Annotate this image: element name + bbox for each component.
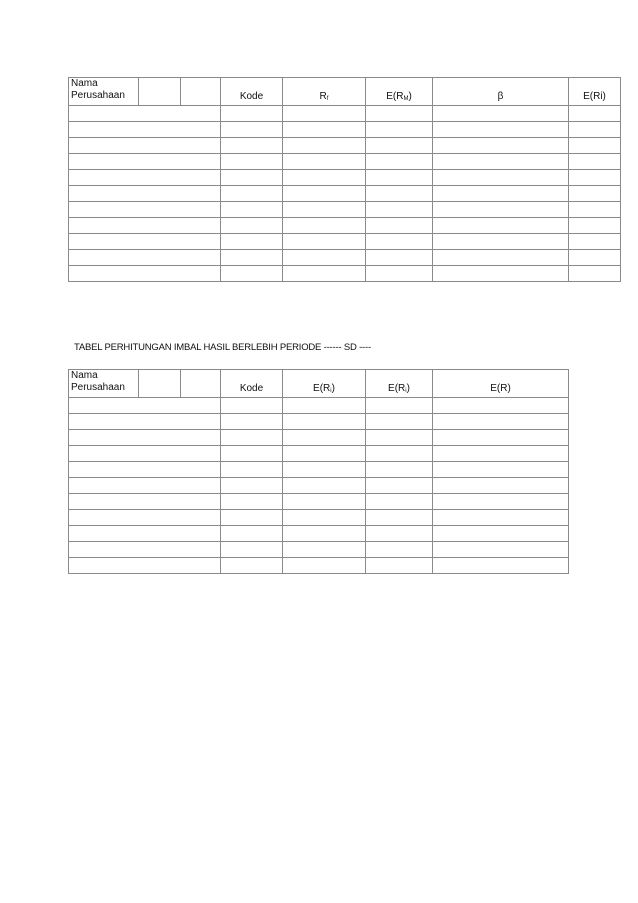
table-cell: [366, 202, 433, 218]
table-row: [69, 266, 621, 282]
table-cell: [69, 154, 221, 170]
table-row: [69, 462, 569, 478]
table-cell: [433, 542, 569, 558]
table-cell: [433, 186, 569, 202]
table-cell: [69, 542, 221, 558]
table-cell: [221, 202, 283, 218]
table-cell: [433, 462, 569, 478]
table-cell: [569, 218, 621, 234]
table-cell: [433, 250, 569, 266]
table-cell: [433, 106, 569, 122]
table-cell: [69, 202, 221, 218]
table-row: [69, 170, 621, 186]
capm-table: [68, 77, 621, 282]
header-blank-cell: [181, 370, 221, 398]
header-blank-cell: [139, 78, 181, 106]
table-row: [69, 234, 621, 250]
table-cell: [283, 542, 366, 558]
table-cell: [221, 414, 283, 430]
table-cell: [366, 542, 433, 558]
header-expected-return-1: $E(R_i)$: [283, 370, 366, 398]
table-cell: [433, 218, 569, 234]
table-cell: [283, 446, 366, 462]
header-blank-cell: [139, 370, 181, 398]
table-cell: [366, 446, 433, 462]
table-cell: [283, 398, 366, 414]
table-cell: [366, 526, 433, 542]
table-cell: [69, 186, 221, 202]
table-cell: [433, 170, 569, 186]
table-cell: [221, 494, 283, 510]
table-cell: [569, 250, 621, 266]
table-cell: [283, 494, 366, 510]
table-cell: [69, 526, 221, 542]
table-cell: [366, 138, 433, 154]
table-cell: [221, 526, 283, 542]
table-cell: [433, 430, 569, 446]
table-cell: [69, 462, 221, 478]
table-cell: [69, 266, 221, 282]
table-header-row: [69, 370, 569, 398]
table-cell: [69, 478, 221, 494]
table-cell: [69, 510, 221, 526]
header-expected-market-return: $E(R_M)$: [366, 78, 433, 106]
table-cell: [366, 430, 433, 446]
table-cell: [569, 234, 621, 250]
table-cell: [569, 106, 621, 122]
table-cell: [221, 542, 283, 558]
table-cell: [366, 186, 433, 202]
table-cell: [366, 478, 433, 494]
table-cell: [433, 234, 569, 250]
table-cell: [433, 122, 569, 138]
table-cell: [569, 138, 621, 154]
table-cell: [366, 462, 433, 478]
table-row: [69, 138, 621, 154]
header-code: Kode: [221, 78, 283, 106]
table-row: [69, 202, 621, 218]
table-cell: [433, 558, 569, 574]
table-cell: [366, 398, 433, 414]
table-cell: [69, 218, 221, 234]
table-cell: [283, 558, 366, 574]
table-cell: [283, 186, 366, 202]
table-cell: [221, 446, 283, 462]
table-cell: [569, 154, 621, 170]
table-cell: [221, 430, 283, 446]
table-cell: [366, 234, 433, 250]
table-cell: [69, 234, 221, 250]
table-cell: [433, 154, 569, 170]
table-cell: [433, 510, 569, 526]
table-cell: [283, 154, 366, 170]
table-cell: [69, 170, 221, 186]
table-cell: [569, 122, 621, 138]
table-cell: [433, 202, 569, 218]
table-cell: [433, 446, 569, 462]
header-company-name: Nama Perusahaan: [69, 78, 139, 106]
table-cell: [69, 414, 221, 430]
table-cell: [283, 430, 366, 446]
table-cell: [366, 106, 433, 122]
table-cell: [221, 138, 283, 154]
table-cell: [283, 202, 366, 218]
table-cell: [221, 462, 283, 478]
table-cell: [221, 186, 283, 202]
header-company-name: Nama Perusahaan: [69, 370, 139, 398]
table-cell: [221, 250, 283, 266]
table-body: [69, 398, 569, 574]
table-cell: [283, 218, 366, 234]
header-beta: β: [433, 78, 569, 106]
excess-return-table: [68, 369, 569, 574]
table-row: [69, 398, 569, 414]
table-cell: [366, 154, 433, 170]
table-cell: [69, 446, 221, 462]
table-cell: [366, 494, 433, 510]
table-cell: [221, 266, 283, 282]
table-row: [69, 494, 569, 510]
table-cell: [366, 558, 433, 574]
table-cell: [433, 414, 569, 430]
table-caption: TABEL PERHITUNGAN IMBAL HASIL BERLEBIH PERIODE ------ SD ----: [74, 342, 371, 353]
table-row: [69, 510, 569, 526]
table-cell: [366, 250, 433, 266]
table-cell: [283, 478, 366, 494]
table-row: [69, 414, 569, 430]
table-cell: [221, 510, 283, 526]
table-cell: [283, 414, 366, 430]
table-cell: [221, 106, 283, 122]
table-cell: [69, 122, 221, 138]
table-row: [69, 154, 621, 170]
table-header-row: [69, 78, 621, 106]
table-cell: [221, 218, 283, 234]
table-cell: [366, 414, 433, 430]
table-cell: [69, 250, 221, 266]
table-cell: [569, 202, 621, 218]
table-cell: [433, 478, 569, 494]
table-cell: [69, 398, 221, 414]
table-cell: [283, 266, 366, 282]
table-cell: [69, 494, 221, 510]
table-cell: [283, 250, 366, 266]
table-cell: [69, 138, 221, 154]
table-cell: [366, 510, 433, 526]
table-row: [69, 218, 621, 234]
table-row: [69, 526, 569, 542]
header-code: Kode: [221, 370, 283, 398]
table-cell: [221, 234, 283, 250]
table-cell: [69, 106, 221, 122]
table-row: [69, 558, 569, 574]
table-cell: [221, 478, 283, 494]
table-cell: [221, 122, 283, 138]
table-row: [69, 446, 569, 462]
table-cell: [366, 122, 433, 138]
table-row: [69, 478, 569, 494]
table-row: [69, 122, 621, 138]
table-cell: [569, 186, 621, 202]
table-cell: [221, 170, 283, 186]
table-cell: [433, 494, 569, 510]
table-cell: [366, 170, 433, 186]
header-risk-free-rate: $R_f$: [283, 78, 366, 106]
table-cell: [221, 154, 283, 170]
table-cell: [433, 526, 569, 542]
table-body: [69, 106, 621, 282]
table-cell: [366, 218, 433, 234]
table-cell: [569, 266, 621, 282]
table-cell: [221, 398, 283, 414]
table-cell: [221, 558, 283, 574]
table-cell: [283, 510, 366, 526]
table-cell: [283, 526, 366, 542]
table-cell: [283, 170, 366, 186]
table-row: [69, 250, 621, 266]
header-blank-cell: [181, 78, 221, 106]
table-cell: [283, 234, 366, 250]
header-expected-return-3: E(R): [433, 370, 569, 398]
table-row: [69, 542, 569, 558]
table-cell: [433, 266, 569, 282]
header-expected-return: E(Ri): [569, 78, 621, 106]
header-expected-return-2: $E(R_i)$: [366, 370, 433, 398]
table-cell: [569, 170, 621, 186]
table-row: [69, 430, 569, 446]
table-row: [69, 106, 621, 122]
table-cell: [433, 398, 569, 414]
table-cell: [366, 266, 433, 282]
table-cell: [433, 138, 569, 154]
table-cell: [69, 430, 221, 446]
table-cell: [283, 106, 366, 122]
table-cell: [283, 122, 366, 138]
table-row: [69, 186, 621, 202]
table-cell: [283, 138, 366, 154]
table-cell: [283, 462, 366, 478]
table-cell: [69, 558, 221, 574]
